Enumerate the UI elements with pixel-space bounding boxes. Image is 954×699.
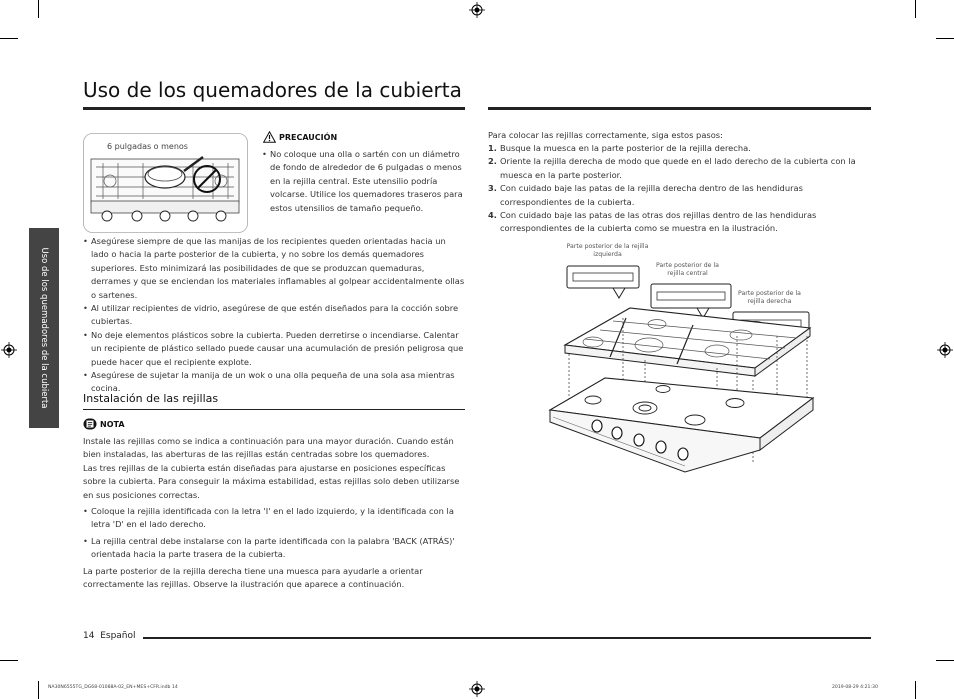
step-text: Con cuidado baje las patas de la rejilla derecha dentro de las hendiduras correspondientes de la cubierta. [500, 183, 803, 207]
note-bullets [83, 505, 466, 562]
list-item: • Asegúrese siempre de que las manijas de los recipientes queden orientadas hacia un lado o hacia la parte posterior de la cubierta, y no sobre los demás quemadores superiores. Esto minimizará las posibilidades de que se produzcan quemaduras, derrames y que se enciendan los materiales inflamables al golpear accidentalmente ollas o sartenes. [83, 235, 466, 302]
crop-mark [936, 660, 954, 661]
side-tab-label: Uso de los quemadores de la cubierta [39, 247, 49, 409]
step-item [488, 155, 871, 182]
section-rule [83, 409, 465, 410]
print-file-info: NA30N6555TG_DG68-01088A-02_EN+MES+CFR.indb 14 [48, 685, 178, 690]
list-item: • Al utilizar recipientes de vidrio, asegúrese de que estén diseñados para la cocción sobre cubiertas. [83, 302, 466, 329]
steps-intro: Para colocar las rejillas correctamente, siga estos pasos: [488, 130, 723, 140]
caution-item: • No coloque una olla o sartén con un diámetro de fondo de alrededor de 6 pulgadas o menos en la rejilla central. Este utensilio podría volcarse. Utilice los quemadores traseros para estos utensilios de tamaño pequeño. [262, 148, 467, 215]
callout-left-grate: Parte posterior de la rejilla izquierda [566, 243, 649, 258]
step-number: 3. [488, 183, 497, 194]
crop-mark [915, 0, 916, 18]
steps-list [488, 142, 871, 236]
crop-mark [915, 681, 916, 699]
registration-mark-icon [469, 2, 485, 18]
list-item: • La rejilla central debe instalarse con la parte identificada con la palabra 'BACK (ATRÁS)' orientada hacia la parte trasera de la cubierta. [83, 535, 466, 562]
caution-heading: PRECAUCIÓN [279, 133, 338, 142]
page-title: Uso de los quemadores de la cubierta [83, 78, 462, 102]
section-heading: Instalación de las rejillas [83, 392, 219, 405]
pan-size-label: 6 pulgadas o menos [107, 142, 188, 151]
step-number: 2. [488, 156, 497, 167]
safety-bullets [83, 235, 466, 396]
registration-mark-icon [469, 681, 485, 697]
crop-mark [0, 38, 18, 39]
list-item: • Asegúrese de sujetar la manija de un wok o una olla pequeña de una sola asa mientras cocina. [83, 369, 466, 396]
note-label: NOTA [100, 420, 125, 429]
step-item [488, 209, 871, 236]
step-item [488, 182, 871, 209]
title-rule-right [488, 107, 871, 110]
list-item: • Coloque la rejilla identificada con la letra 'I' en el lado izquierdo, y la identificada con la letra 'D' en el lado derecho. [83, 505, 466, 532]
footer-rule [143, 637, 871, 639]
step-text: Busque la muesca en la parte posterior de la rejilla derecha. [500, 143, 751, 153]
step-text: Oriente la rejilla derecha de modo que quede en el lado derecho de la cubierta con la muesca en la parte posterior. [500, 156, 856, 180]
crop-mark [936, 38, 954, 39]
crop-mark [38, 0, 39, 18]
crop-mark [0, 660, 18, 661]
step-number: 1. [488, 143, 497, 153]
list-item: • No deje elementos plásticos sobre la cubierta. Pueden derretirse o incendiarse. Calentar un recipiente de plástico sellado puede causar una acumulación de presión peligrosa que puede hacer que el recipiente explote. [83, 329, 466, 369]
note-icon [83, 418, 97, 430]
print-date-info: 2019-08-29 4:21:30 [832, 685, 878, 690]
callout-right-grate: Parte posterior de la rejilla derecha [738, 290, 801, 305]
step-item [488, 142, 871, 155]
title-rule-left [83, 107, 465, 110]
callout-center-grate: Parte posterior de la rejilla central [656, 262, 719, 277]
registration-mark-icon [937, 342, 953, 358]
note-paragraph: Instale las rejillas como se indica a continuación para una mayor duración. Cuando están bien instaladas, las aberturas de las rejillas están centradas sobre los quemadores. [83, 436, 454, 460]
footer-language: Español [100, 631, 136, 641]
step-number: 4. [488, 210, 497, 221]
note-body [83, 435, 466, 591]
step-text: Con cuidado baje las patas de las otras dos rejillas dentro de las hendiduras correspondientes de la cubierta como se muestra en la ilustración. [500, 210, 817, 234]
note-paragraph: Las tres rejillas de la cubierta están diseñadas para ajustarse en posiciones específicas sobre la cubierta. Para conseguir la máxima estabilidad, estas rejillas solo deben utilizarse en sus posiciones correctas. [83, 462, 460, 500]
warning-triangle-icon [263, 131, 276, 143]
note-paragraph: La parte posterior de la rejilla derecha tiene una muesca para ayudarle a orientar correctamente las rejillas. Observe la ilustración que aparece a continuación. [83, 565, 423, 590]
crop-mark [38, 681, 39, 699]
registration-mark-icon [1, 342, 17, 358]
caution-list [262, 148, 467, 215]
page-number [83, 631, 136, 641]
page-number-value: 14 [83, 631, 95, 641]
